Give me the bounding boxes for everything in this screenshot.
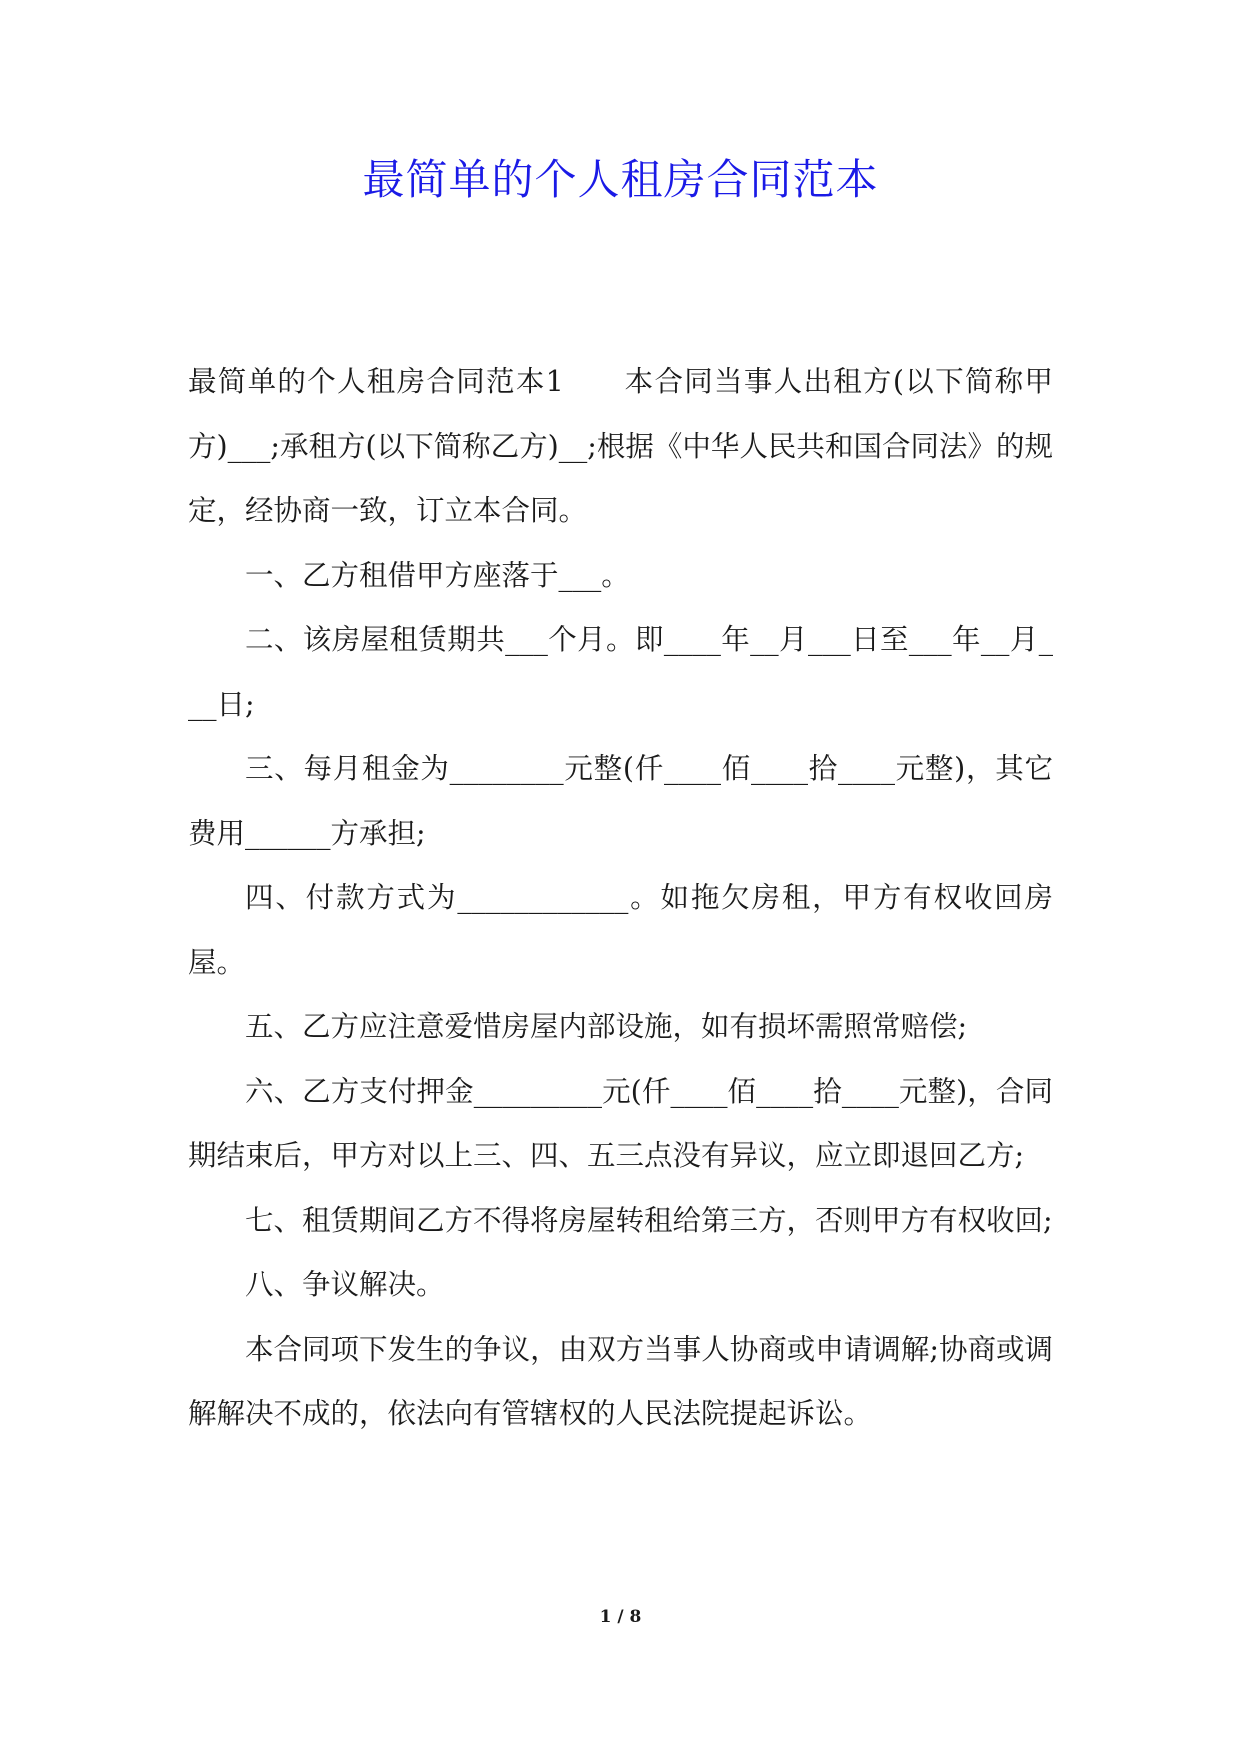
page-number: 1 / 8 <box>599 1607 642 1627</box>
clause-3: 三、每月租金为________元整(仟____佰____拾____元整)，其它费用______方承担; <box>188 752 1053 850</box>
document-title: 最简单的个人租房合同范本 <box>362 155 879 204</box>
document-body <box>188 350 1053 1447</box>
clause-8: 八、争议解决。 <box>245 1268 445 1301</box>
clause-1: 一、乙方租借甲方座落于___。 <box>245 558 630 592</box>
clause-2: 二、该房屋租赁期共___个月。即____年__月___日至___年__月___日; <box>188 623 1053 721</box>
intro-paragraph: 最简单的个人租房合同范本1 本合同当事人出租方(以下简称甲方)___;承租方(以下简称乙方)__;根据《中华人民共和国合同法》的规定，经协商一致，订立本合同。 <box>188 365 1053 527</box>
dispute-paragraph: 本合同项下发生的争议，由双方当事人协商或申请调解;协商或调解解决不成的，依法向有管辖权的人民法院提起诉讼。 <box>188 1332 1053 1430</box>
clause-7: 七、租赁期间乙方不得将房屋转租给第三方，否则甲方有权收回; <box>245 1203 1053 1237</box>
clause-4: 四、付款方式为____________。如拖欠房租，甲方有权收回房屋。 <box>188 881 1053 979</box>
clause-5: 五、乙方应注意爱惜房屋内部设施，如有损坏需照常赔偿; <box>245 1010 968 1043</box>
clause-6: 六、乙方支付押金_________元(仟____佰____拾____元整)，合同期结束后，甲方对以上三、四、五三点没有异议，应立即退回乙方; <box>188 1074 1053 1172</box>
